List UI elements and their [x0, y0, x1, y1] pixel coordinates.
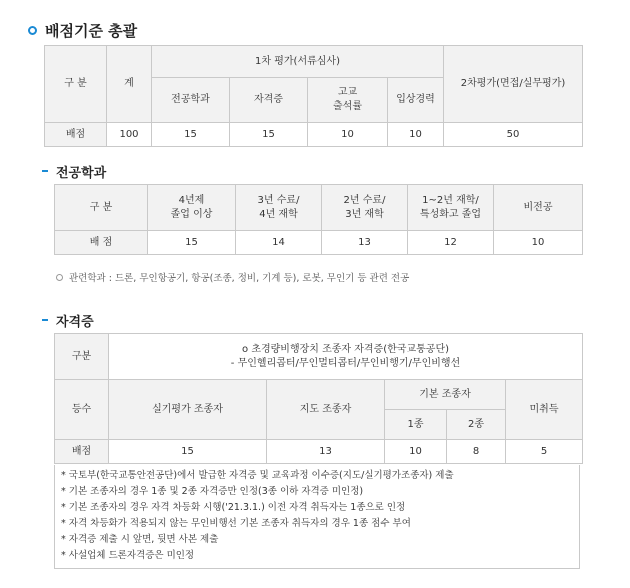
major-note	[56, 270, 409, 284]
summary-header-total: 계	[107, 46, 152, 123]
page-title: 배점기준 총괄	[45, 21, 138, 40]
cert-notes	[54, 465, 580, 569]
major-header-col: 2년 수료/ 3년 재학	[322, 185, 408, 231]
major-note-text: 관련학과 : 드론, 무인항공기, 항공(조종, 정비, 기계 등), 로봇, 무인기 등 관련 전공	[69, 273, 410, 284]
cert-description-line2: - 무인헬리콥터/무인멀티콥터/무인비행기/무인비행선	[230, 357, 461, 369]
cert-note-item: * 자격 차등화가 적용되지 않는 무인비행선 기본 조종자 취득자의 경우 1종 점수 부여	[61, 518, 411, 529]
cert-header-grade: 등수	[55, 380, 109, 440]
summary-header-hs: 고교 출석률	[308, 78, 388, 123]
major-header-col: 3년 수료/ 4년 재학	[236, 185, 322, 231]
cert-note-item: * 국토부(한국교통안전공단)에서 발급한 자격증 및 교육과정 이수증(지도/실기평가조종자) 제출	[61, 470, 454, 481]
cert-header-none: 미취득	[506, 380, 583, 440]
dash-bullet-icon	[42, 319, 48, 321]
cert-header-type2: 2종	[447, 410, 506, 440]
major-table	[54, 184, 583, 255]
summary-header-award: 입상경력	[388, 78, 444, 123]
cert-cell: 5	[506, 440, 583, 464]
summary-cell-hs: 10	[308, 123, 388, 147]
circle-bullet-icon	[28, 26, 37, 35]
summary-table	[44, 45, 583, 147]
cert-table	[54, 333, 583, 464]
summary-header-first: 1차 평가(서류심사)	[152, 46, 444, 78]
major-cell: 14	[236, 231, 322, 255]
section-title-cert: 자격증	[42, 311, 94, 329]
cert-note-item: * 기본 조종자의 경우 자격 차등화 시행('21.3.1.) 이전 자격 취득자는 1종으로 인정	[61, 502, 406, 513]
cert-cell: 15	[109, 440, 267, 464]
major-cell: 12	[408, 231, 494, 255]
cert-row-label: 배점	[55, 440, 109, 464]
cert-description-line1: o 초경량비행장치 조종자 자격증(한국교통공단)	[242, 343, 450, 355]
summary-row-label: 배점	[45, 123, 107, 147]
major-header-col: 비전공	[494, 185, 583, 231]
circle-bullet-icon	[56, 274, 63, 281]
section-title-summary	[28, 20, 137, 40]
cert-cell: 8	[447, 440, 506, 464]
cert-cell: 13	[267, 440, 385, 464]
major-cell: 13	[322, 231, 408, 255]
cert-header-practical: 실기평가 조종자	[109, 380, 267, 440]
dash-bullet-icon	[42, 170, 48, 172]
summary-header-second: 2차평가(면접/실무평가)	[444, 46, 583, 123]
cert-note-item: * 자격증 제출 시 앞면, 뒷면 사본 제출	[61, 534, 219, 545]
cert-note-item: * 기본 조종자의 경우 1종 및 2종 자격증만 인정(3종 이하 자격증 미인정)	[61, 486, 364, 497]
cert-note-item: * 사설업체 드론자격증은 미인정	[61, 550, 195, 561]
cert-header-gubun: 구분	[55, 334, 109, 380]
summary-cell-major: 15	[152, 123, 230, 147]
cert-cell: 10	[385, 440, 447, 464]
cert-header-instructor: 지도 조종자	[267, 380, 385, 440]
summary-header-major: 전공학과	[152, 78, 230, 123]
major-row-label: 배 점	[55, 231, 148, 255]
major-header-col: 1~2년 재학/ 특성화고 졸업	[408, 185, 494, 231]
major-cell: 15	[148, 231, 236, 255]
major-header-gubun: 구 분	[55, 185, 148, 231]
summary-header-gubun: 구 분	[45, 46, 107, 123]
summary-cell-total: 100	[107, 123, 152, 147]
summary-cell-award: 10	[388, 123, 444, 147]
summary-cell-cert: 15	[230, 123, 308, 147]
cert-description	[109, 334, 583, 380]
summary-cell-second: 50	[444, 123, 583, 147]
cert-header-type1: 1종	[385, 410, 447, 440]
major-cell: 10	[494, 231, 583, 255]
major-header-col: 4년제 졸업 이상	[148, 185, 236, 231]
summary-header-cert: 자격증	[230, 78, 308, 123]
section-title-major: 전공학과	[42, 162, 106, 180]
cert-header-basic: 기본 조종자	[385, 380, 506, 410]
